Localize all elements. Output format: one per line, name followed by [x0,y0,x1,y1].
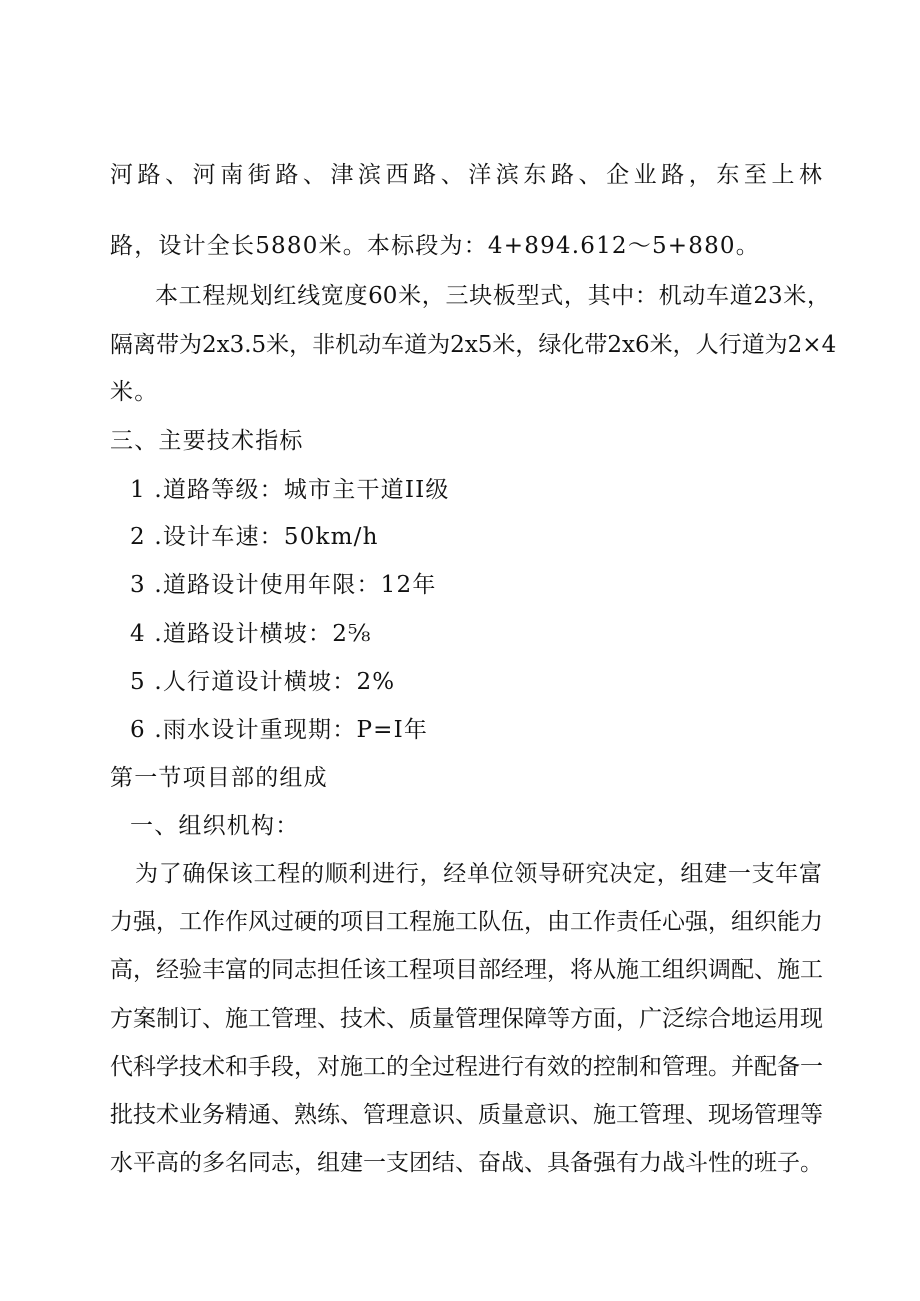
paragraph-line: 方案制订、施工管理、技术、质量管理保障等方面，广泛综合地运用现 [110,1006,823,1032]
indicator-item: 2 .设计车速：50km/h [130,524,379,550]
paragraph-line: 高，经验丰富的同志担任该工程项目部经理，将从施工组织调配、施工 [110,957,823,983]
paragraph-line: 为了确保该工程的顺利进行，经单位领导研究决定，组建一支年富 [135,861,822,887]
text-line: 本工程规划红线宽度60米，三块板型式，其中：机动车道23米， [155,283,830,309]
text-line: 米。 [110,379,159,405]
indicator-item: 3 .道路设计使用年限：12年 [130,572,437,598]
indicator-item: 1 .道路等级：城市主干道II级 [130,477,450,503]
indicator-item: 6 .雨水设计重现期：P=I年 [130,717,429,743]
text-line: 隔离带为2x3.5米，非机动车道为2x5米，绿化带2x6米，人行道为2×4 [110,332,837,358]
indicator-item: 4 .道路设计横坡：2⅝ [130,621,372,647]
paragraph-line: 代科学技术和手段，对施工的全过程进行有效的控制和管理。并配备一 [110,1054,823,1080]
subsection-title: 第一节项目部的组成 [110,765,328,791]
paragraph-line: 水平高的多名同志，组建一支团结、奋战、具备强有力战斗性的班子。 [110,1150,823,1176]
text-line: 河路、河南街路、津滨西路、洋滨东路、企业路，东至上林 [110,162,822,188]
indicator-item: 5 .人行道设计横坡：2% [130,669,396,695]
paragraph-line: 力强，工作作风过硬的项目工程施工队伍，由工作责任心强，组织能力 [110,909,823,935]
section-title: 三、主要技术指标 [110,428,304,454]
org-heading: 一、组织机构： [130,813,300,839]
text-line: 路，设计全长5880米。本标段为：4+894.612～5+880。 [110,233,760,259]
paragraph-line: 批技术业务精通、熟练、管理意识、质量意识、施工管理、现场管理等 [110,1102,823,1128]
